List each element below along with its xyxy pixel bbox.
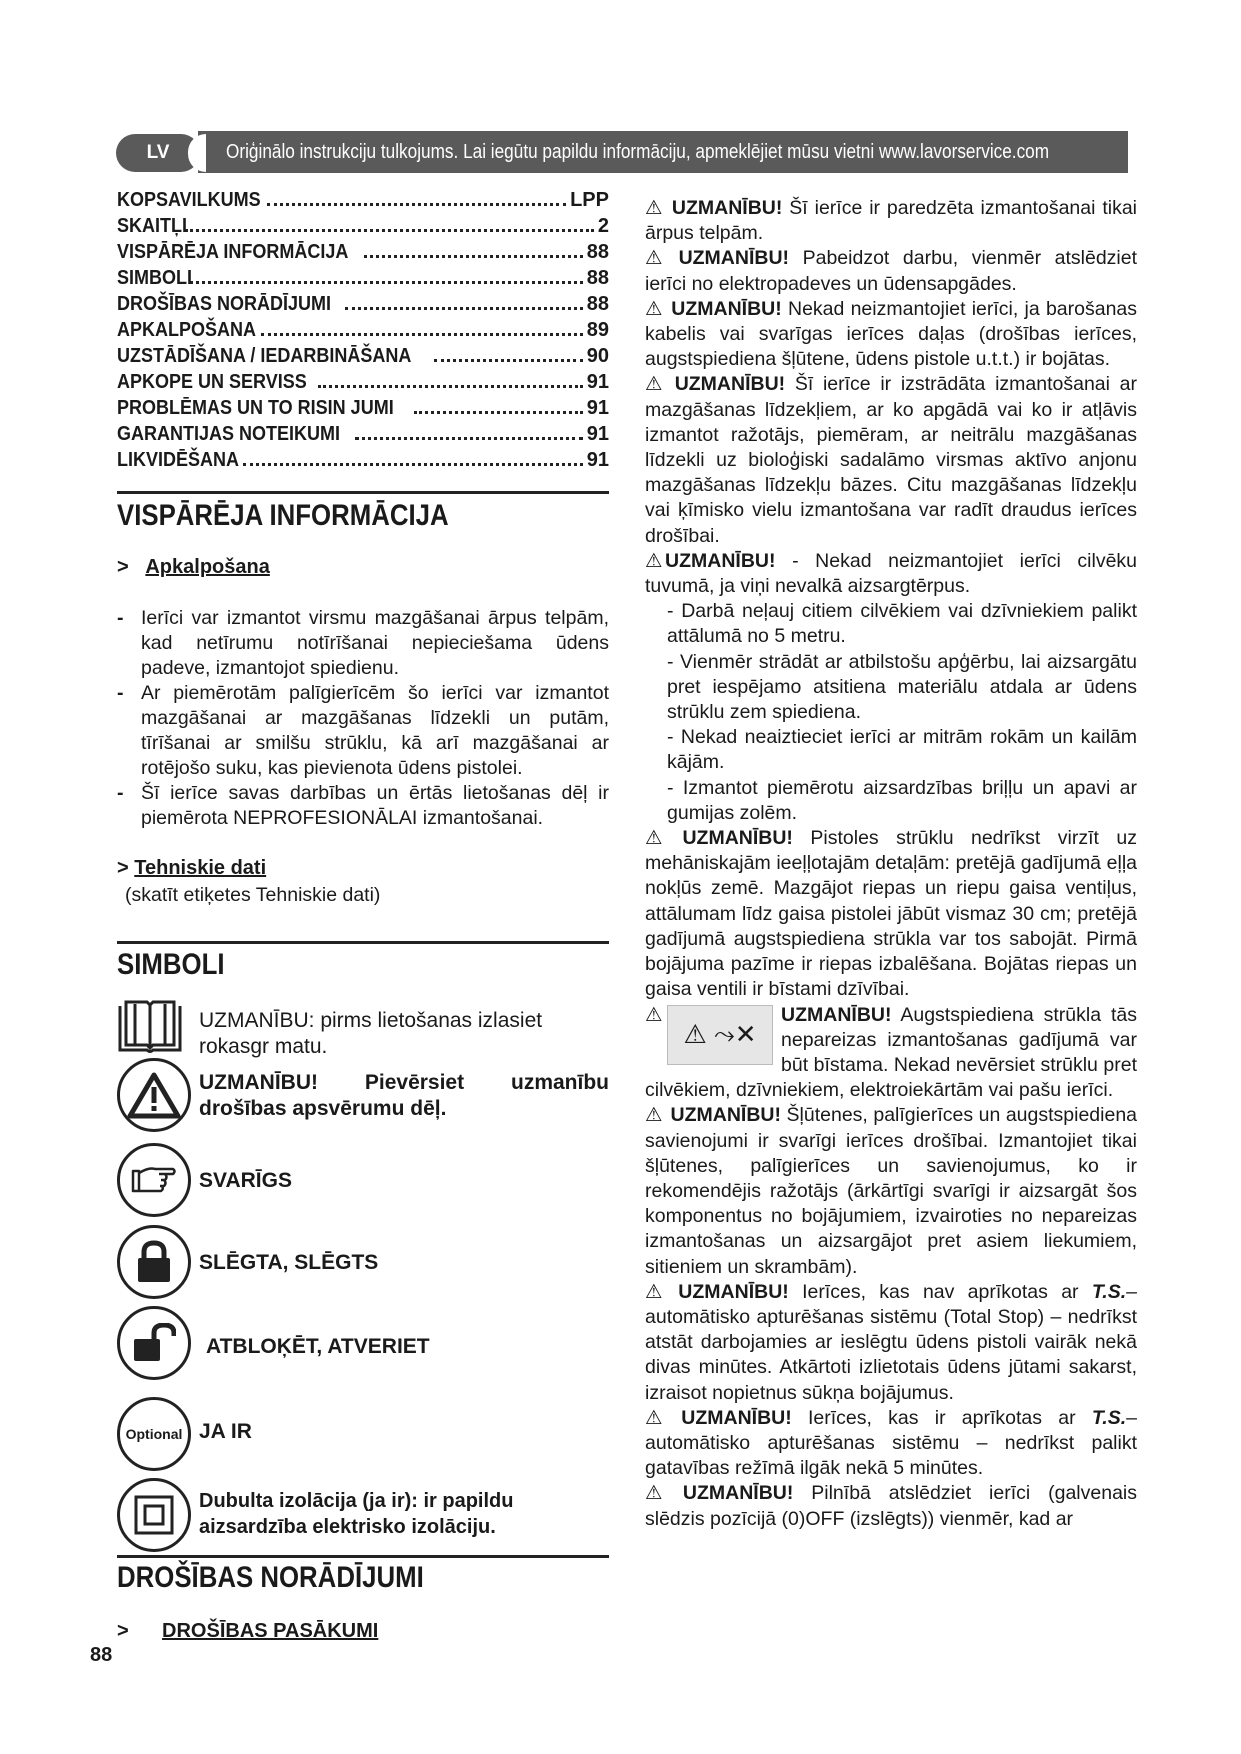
- toc-page: 90: [586, 345, 609, 367]
- warning-triangle-icon: [117, 1058, 191, 1132]
- toc-page: 88: [586, 241, 609, 263]
- warning-icon: ⚠: [645, 247, 663, 270]
- pointing-hand-icon: [117, 1143, 191, 1217]
- toc-page: 89: [586, 319, 609, 341]
- toc-page: 88: [586, 293, 609, 315]
- section-heading-general: VISPĀRĒJA INFORMĀCIJA: [117, 499, 449, 532]
- book-icon: [117, 1000, 183, 1056]
- toc-leader: [261, 332, 582, 336]
- warning-icon: ⚠: [645, 827, 663, 850]
- toc-page: 91: [586, 397, 609, 419]
- toc-row: [117, 395, 609, 421]
- warning-item: ⚠ UZMANĪBU! - Nekad neizmantojiet ierīci cilvēku tuvumā, ja viņi nevalkā aizsargtērpus.: [645, 549, 1138, 598]
- toc-title: SIMBOLI: [117, 267, 193, 289]
- toc-title: PROBLĒMAS UN TO RISIN JUMI: [117, 397, 394, 419]
- symbol-label: JA IR: [199, 1420, 252, 1443]
- symbol-row: [117, 1397, 609, 1473]
- technical-note: (skatīt etiķetes Tehniskie dati): [125, 884, 381, 906]
- symbol-label: ATBLOĶĒT, ATVERIET: [206, 1335, 430, 1358]
- symbol-row: [117, 1000, 609, 1060]
- toc-row: [117, 343, 609, 369]
- toc-row: [117, 239, 609, 265]
- list-item: - Ar piemērotām palīgierīcēm šo ierīci var izmantot mazgāšanai ar mazgāšanas līdzekli un putām, tīrīšanai ar smilšu strūklu, kā arī mazgāšanai ar rotējošo suku, kas pievienota ūdens pistolei.: [117, 682, 609, 779]
- list-item: - Izmantot piemērotu aizsardzības briļļu un apavi ar gumijas zolēm.: [667, 776, 1137, 824]
- toc-leader: [414, 410, 582, 414]
- divider: [117, 1555, 609, 1558]
- warning-icon: ⚠: [645, 1406, 663, 1429]
- warning-icon: ⚠: [645, 1003, 663, 1026]
- warning-icon: ⚠: [645, 297, 663, 320]
- page-number: 88: [90, 1644, 113, 1666]
- list-item: - Šī ierīce savas darbības un ērtās lietošanas dēļ ir piemērota NEPROFESIONĀLAI izmantošanai.: [117, 782, 609, 829]
- warning-item: ⚠ UZMANĪBU! Ierīces, kas nav aprīkotas ar T.S.– automātisko apturēšanas sistēmu (Total Stop) – nedrīkst atstāt darbojamies ar ieslēgtu ūdens pistoli vairāk nekā divas minūtes. Atkārtoti izlietotais ūdens jūtami sakarst, izraisot nopietnus sūkņa bojājumus.: [645, 1280, 1137, 1404]
- warning-item: ⚠ UZMANĪBU! Ierīces, kas ir aprīkotas ar T.S.– automātisko apturēšanas sistēmu – nedrīkst palikt gatavības režīmā ilgāk nekā 5 minūtes.: [645, 1406, 1138, 1480]
- toc-page: 91: [586, 371, 609, 393]
- lock-closed-icon: [117, 1225, 191, 1299]
- subsection-title: DROŠĪBAS PASĀKUMI: [162, 1620, 379, 1642]
- subsection-title: Tehniskie dati: [134, 857, 267, 879]
- toc-row: [117, 317, 609, 343]
- toc-leader: [243, 462, 583, 466]
- toc-leader: [318, 384, 583, 388]
- warning-icon: ⚠: [645, 1280, 663, 1303]
- optional-icon: Optional: [117, 1397, 191, 1471]
- toc-row: [117, 421, 609, 447]
- table-of-contents: [117, 187, 609, 473]
- toc-title: UZSTĀDĪŠANA / IEDARBINĀŠANA: [117, 345, 412, 367]
- toc-leader: [434, 358, 583, 362]
- toc-row: [117, 447, 609, 473]
- symbol-label: UZMANĪBU! Pievērsiet uzmanību drošības apsvērumu dēļ.: [199, 1071, 609, 1120]
- toc-title: DROŠĪBAS NORĀDĪJUMI: [117, 293, 332, 315]
- general-list: [117, 606, 609, 831]
- symbol-row: [117, 1306, 609, 1382]
- warning-item: ⚠ UZMANĪBU! Šī ierīce ir paredzēta izmantošanai tikai ārpus telpām.: [645, 197, 1138, 245]
- warning-item: ⚠ UZMANĪBU! Pilnībā atslēdziet ierīci (galvenais slēdzis pozīcijā (0)OFF (izslēgts)) vienmēr, kad ar: [645, 1482, 1137, 1530]
- symbol-label: Dubulta izolācija (ja ir): ir papildu aizsardzība elektrisko izolāciju.: [199, 1490, 514, 1538]
- toc-row: [117, 187, 609, 213]
- warning-icon: ⚠: [645, 1104, 663, 1127]
- toc-leader: [267, 202, 566, 206]
- toc-page: 91: [586, 423, 609, 445]
- symbol-row: [117, 1058, 609, 1134]
- arrow: >: [117, 556, 129, 578]
- divider: [117, 941, 609, 944]
- symbol-label: SVARĪGS: [199, 1169, 292, 1192]
- toc-leader: [345, 306, 583, 310]
- language-badge: LV: [116, 134, 200, 172]
- toc-title: LIKVIDĒŠANA: [117, 449, 240, 471]
- list-item: - Nekad neaiztieciet ierīci ar mitrām rokām un kailām kājām.: [667, 726, 1137, 774]
- warnings-column: [645, 196, 1137, 1532]
- warning-icon: ⚠: [645, 197, 663, 219]
- symbol-row: [117, 1478, 609, 1554]
- toc-title: VISPĀRĒJA INFORMĀCIJA: [117, 241, 349, 263]
- list-item: - Darbā neļauj citiem cilvēkiem vai dzīvniekiem palikt attālumā no 5 metru.: [667, 600, 1137, 648]
- warning-item: ⚠ ⚠ ⤳✕ UZMANĪBU! Augstspiediena strūkla tās nepareizas izmantošanas gadījumā var būt bīstama. Nekad nevērsiet strūklu pret cilvēkiem, dzīvniekiem, elektroiekārtām vai pašu ierīci.: [645, 1003, 1137, 1102]
- toc-page: 2: [597, 215, 609, 237]
- toc-title: GARANTIJAS NOTEIKUMI: [117, 423, 341, 445]
- subsection-title: Apkalpošana: [145, 556, 270, 578]
- subsection-operation: [117, 556, 270, 579]
- warning-icon: ⚠: [645, 549, 663, 572]
- toc-title: KOPSAVILKUMS: [117, 189, 261, 211]
- symbol-label: UZMANĪBU: pirms lietošanas izlasiet rokasgr matu.: [199, 1009, 543, 1058]
- toc-row: [117, 369, 609, 395]
- symbol-row: [117, 1143, 609, 1219]
- toc-leader: [185, 228, 594, 232]
- warning-icon: ⚠: [645, 373, 663, 396]
- toc-leader: [190, 280, 582, 284]
- toc-title: APKALPOŠANA: [117, 319, 257, 341]
- toc-page: 91: [586, 449, 609, 471]
- double-insulation-icon: [117, 1478, 191, 1552]
- toc-row: [117, 213, 609, 239]
- toc-page: LPP: [570, 189, 609, 211]
- warning-item: ⚠ UZMANĪBU! Šļūtenes, palīgierīces un augstspiediena savienojumi ir svarīgi ierīces drošībai. Izmantojiet tikai šļūtenes, palīgierīces un savienojumus, ko ir rekomendējis ražotājs (ārkārtīgi svarīgi ir aizsargāt šos komponentus no bojājumiem, izvairoties no nepareizas izmantošanas un aizsargājot pret asiem liekumiem, sitieniem un skrambām).: [645, 1104, 1138, 1278]
- toc-title: SKAITĻI: [117, 215, 188, 237]
- toc-row: [117, 265, 609, 291]
- warning-icon: ⚠: [645, 1482, 663, 1505]
- list-item: - Vienmēr strādāt ar atbilstošu apģērbu, lai aizsargātu pret iespējamo atsitiena materiālu atdala ar ūdens strūklu zem spiediena.: [667, 650, 1137, 724]
- toc-leader: [355, 436, 583, 440]
- section-heading-symbols: SIMBOLI: [117, 948, 225, 981]
- subsection-technical: > Tehniskie dati: [117, 857, 267, 879]
- warning-item: ⚠ UZMANĪBU! Pistoles strūklu nedrīkst virzīt uz mehāniskajām ieeļļotajām detaļām: pretējā gadījumā eļļa nokļūs zemē. Mazgājot riepas un riepu gaisa ventiļus, attālumam līdz gaisa pistolei jābūt vismaz 30 cm; pretējā gadījumā augstspiediena strūkla var tos sabojāt. Pirmā bojājuma pazīme ir riepas izbalēšana. Bojātas riepas un gaisa ventili ir bīstami dzīvībai.: [645, 827, 1137, 1001]
- warning-item: ⚠ UZMANĪBU! Pabeidzot darbu, vienmēr atslēdziet ierīci no elektropadeves un ūdensapgādes.: [645, 247, 1138, 295]
- section-heading-safety: DROŠĪBAS NORĀDĪJUMI: [117, 1561, 424, 1594]
- symbol-label: SLĒGTA, SLĒGTS: [199, 1251, 379, 1274]
- toc-title: APKOPE UN SERVISS: [117, 371, 307, 393]
- divider: [117, 491, 609, 494]
- list-item: - Ierīci var izmantot virsmu mazgāšanai ārpus telpām, kad netīrumu notīrīšanai nepieciešama ūdens padeve, izmantojot spiedienu.: [117, 607, 609, 679]
- toc-page: 88: [586, 267, 609, 289]
- toc-row: [117, 291, 609, 317]
- jet-warning-pictogram: ⚠ ⤳✕: [667, 1005, 773, 1065]
- lock-open-icon: [117, 1306, 191, 1380]
- toc-leader: [364, 254, 583, 258]
- symbol-row: [117, 1225, 609, 1301]
- subsection-safety-measures: > DROŠĪBAS PASĀKUMI: [117, 1620, 379, 1642]
- warning-item: ⚠ UZMANĪBU! Šī ierīce ir izstrādāta izmantošanai ar mazgāšanas līdzekļiem, ar ko apgādā vai ko ir atļāvis izmantot ražotājs, piemēram, ar neitrālu mazgāšanas līdzekli uz bioloģiski sadalāmo virsmas aktīvo anjonu mazgāšanas līdzekļu bāzes. Citu mazgāšanas līdzekļu vai ķīmisko vielu izmantošana var radīt draudus ierīces drošībai.: [645, 373, 1137, 547]
- header-text: Oriģinālo instrukciju tulkojums. Lai iegūtu papildu informāciju, apmeklējiet mūsu vietni www.lavorservice.com: [226, 141, 1050, 163]
- warning-item: ⚠ UZMANĪBU! Nekad neizmantojiet ierīci, ja barošanas kabelis vai svarīgas ierīces daļas (drošības ierīces, augstspiediena šļūtene, ūdens pistole u.t.t.) ir bojātas.: [645, 297, 1138, 371]
